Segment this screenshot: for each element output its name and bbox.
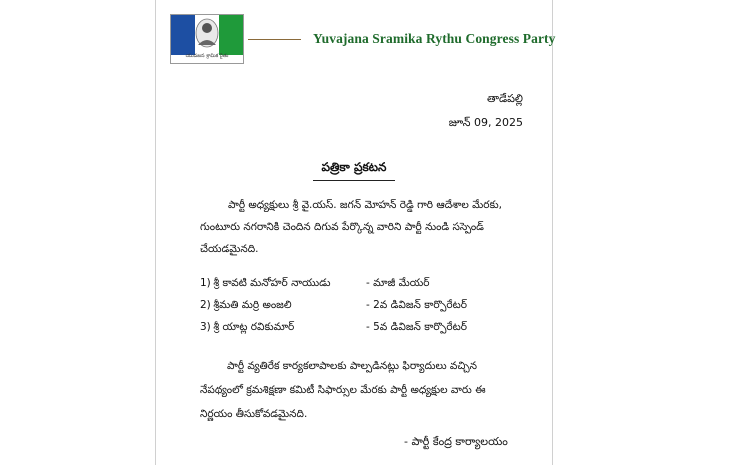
paragraph2-line1: పార్టీ వ్యతిరేక కార్యకలాపాలకు పాల్పడినట్లు ఫిర్యాదులు వచ్చిన <box>227 360 478 372</box>
list-role: - మాజీ మేయర్ <box>366 277 430 289</box>
paragraph2-line3: నిర్ణయం తీసుకోవడమైనది. <box>200 408 308 420</box>
list-role: - 5వ డివిజన్ కార్పొరేటర్ <box>366 321 467 333</box>
list-name: శ్రీ కావటి మనోహర్ నాయుడు <box>213 277 331 289</box>
list-number: 3) <box>200 321 211 333</box>
heading-underline <box>313 180 395 181</box>
list-item <box>200 277 430 292</box>
place: తాడేపల్లి <box>486 92 523 105</box>
list-item <box>200 299 467 314</box>
paragraph1-line2: గుంటూరు నగరానికి చెందిన దిగువ పేర్కొన్న వారిని పార్టీ నుండి సస్పెండ్ <box>200 221 484 233</box>
letter-page <box>155 0 556 465</box>
press-release-heading: పత్రికా ప్రకటన <box>321 160 387 174</box>
list-role: - 2వ డివిజన్ కార్పొరేటర్ <box>366 299 467 311</box>
signature: - పార్టీ కేంద్ర కార్యాలయం <box>404 435 508 448</box>
header-rule <box>248 39 301 40</box>
logo-caption: యువజన శ్రామిక రైతు <box>185 53 229 59</box>
list-name: శ్రీ యాట్ల రవికుమార్ <box>213 321 295 333</box>
paragraph1-line1: పార్టీ అధ్యక్షులు శ్రీ వై.యస్. జగన్ మోహన్ రెడ్డి గారి ఆదేశాల మేరకు, <box>228 199 502 211</box>
list-number: 1) <box>200 277 211 289</box>
paragraph1-line3: చేయడమైనది. <box>200 243 259 255</box>
paragraph2-line2: నేపథ్యంలో క్రమశిక్షణా కమిటీ సిఫార్సుల మేరకు పార్టీ అధ్యక్షుల వారు ఈ <box>200 384 486 396</box>
date: జూన్ 09, 2025 <box>448 116 523 129</box>
party-name: Yuvajana Sramika Rythu Congress Party <box>313 31 556 46</box>
list-item <box>200 321 467 336</box>
list-name: శ్రీమతి మర్రి అంజలి <box>213 299 292 311</box>
party-logo <box>170 14 244 64</box>
list-number: 2) <box>200 299 211 311</box>
